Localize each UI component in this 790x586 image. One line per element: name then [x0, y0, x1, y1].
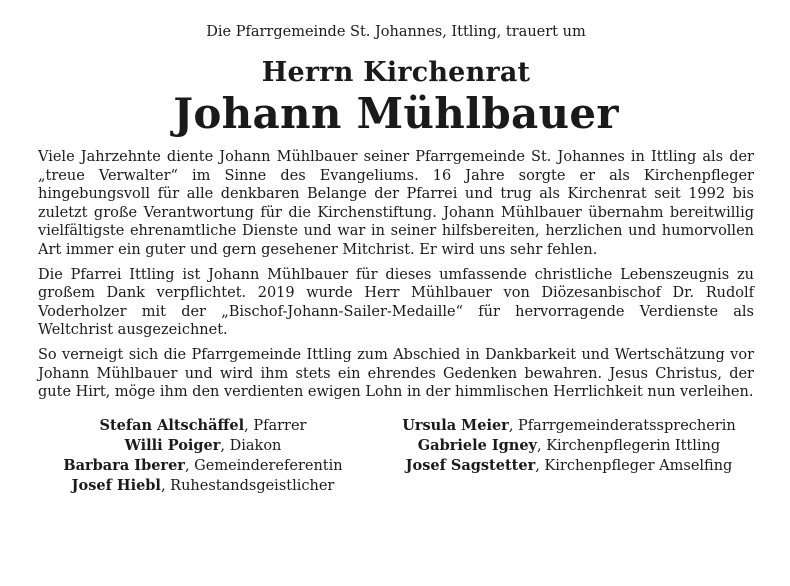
signer-entry: [402, 416, 736, 436]
signers-block: [38, 416, 754, 496]
signer-name: Ursula Meier: [402, 416, 509, 434]
signer-entry: [125, 436, 282, 456]
signer-entry: [63, 456, 342, 476]
signer-entry: [99, 416, 306, 436]
signer-role: , Kirchenpflegerin Ittling: [536, 437, 721, 454]
signer-name: Josef Hiebl: [71, 476, 161, 494]
signer-role: , Kirchenpfleger Amselfing: [535, 457, 733, 474]
signer-role: , Diakon: [220, 437, 282, 454]
intro-line: Die Pfarrgemeinde St. Johannes, Ittling, trauert um: [206, 24, 586, 40]
signer-name: Barbara Iberer: [63, 456, 185, 474]
paragraph-tribute: Viele Jahrzehnte diente Johann Mühlbauer seiner Pfarrgemeinde St. Johannes in Ittling als der „treue Verwalter“ im Sinne des Evangeliums. 16 Jahre sorgte er als Kirchenpfleger hingebungsvoll für alle denkbaren Belange der Pfarrei und trug als Kirchenrat seit 1992 bis zuletzt große Verantwortung für die Kirchenstiftung. Johann Mühlbauer übernahm bereitwillig vielfältigste ehrenamtliche Dienste und war in seiner hilfsbereiten, herzlichen und humorvollen Art immer ein guter und gern gesehener Mitchrist. Er wird uns sehr fehlen.: [38, 149, 754, 258]
obituary-notice: [0, 22, 790, 586]
deceased-name: Johann Mühlbauer: [173, 89, 619, 138]
signer-role: , Ruhestandsgeistlicher: [160, 477, 335, 494]
paragraph-gratitude: Die Pfarrei Ittling ist Johann Mühlbauer für dieses umfassende christliche Lebenszeugnis zu großem Dank verpflichtet. 2019 wurde Herr Mühlbauer von Diözesanbischof Dr. Rudolf Voderholzer mit der „Bischof-Johann-Sailer-Medaille“ für hervorragende Verdienste als Weltchrist ausgezeichnet.: [38, 266, 754, 339]
paragraph-farewell: So verneigt sich die Pfarrgemeinde Ittling zum Abschied in Dankbarkeit und Wertschätzung vor Johann Mühlbauer und wird ihm stets ein ehrendes Gedenken bewahren. Jesus Christus, der gute Hirt, möge ihm den verdienten ewigen Lohn in der himmlischen Herrlichkeit nun verleihen.: [38, 346, 754, 401]
signer-role: , Pfarrer: [244, 417, 307, 434]
signer-name: Gabriele Igney: [417, 436, 537, 454]
honorific-title: Herrn Kirchenrat: [261, 57, 531, 88]
signer-entry: [418, 436, 720, 456]
signer-entry: [406, 456, 733, 476]
signer-name: Stefan Altschäffel: [99, 416, 245, 434]
signers-right-column: [384, 416, 754, 496]
signer-name: Josef Sagstetter: [405, 456, 536, 474]
notice-body: [38, 148, 754, 402]
signer-name: Willi Poiger: [124, 436, 221, 454]
signer-role: , Gemeindereferentin: [184, 457, 343, 474]
signer-entry: [72, 476, 335, 496]
signer-role: , Pfarrgemeinderatssprecherin: [508, 417, 736, 434]
signers-left-column: [38, 416, 368, 496]
